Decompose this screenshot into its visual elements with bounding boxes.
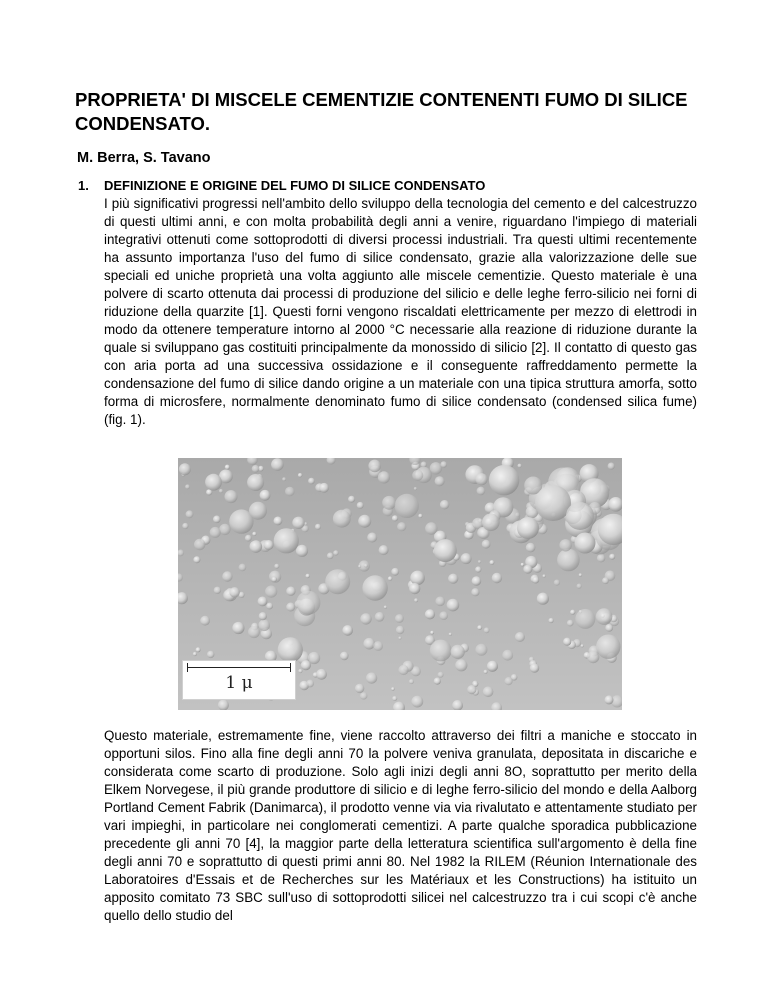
scale-bar-label: 1 μ <box>225 673 253 693</box>
document-title: PROPRIETA' DI MISCELE CEMENTIZIE CONTENENTI FUMO DI SILICE CONDENSATO. <box>75 89 688 134</box>
paragraph-1: I più significativi progressi nell'ambito dello sviluppo della tecnologia del cemento e del calcestruzzo di questi ultimi anni, e con molta probabilità degli anni a venire, riguardano l'impiego di materiali integrativi ottenuti come sottoprodotti di diversi processi industriali. Tra questi ultimi recentemente ha assunto importanza l'uso del fumo di silice condensato, grazie alla valorizzazione delle sue speciali ed uniche proprietà una volta aggiunto alle miscele cementizie. Questo materiale è una polvere di scarto ottenuta dai processi di produzione del silicio e delle leghe ferro-silicio nei forni di riduzione della quarzite [1]. Questi forni vengono riscaldati elettricamente per mezzo di elettrodi in modo da ottenere temperature intorno al 2000 °C necessarie alla reazione di riduzione durante la quale si sviluppano gas costituiti principalmente da monossido di silicio [2]. Il contatto di questo gas con aria porta ad una successiva ossidazione e il conseguente raffreddamento permette la condensazione del fumo di silice dando origine a un materiale con una tipica struttura amorfa, sotto forma di microsfere, normalmente denominato fumo di silice condensato (condensed silica fume) (fig. 1). <box>104 196 697 427</box>
sem-micrograph-figure <box>178 458 622 710</box>
document-authors: M. Berra, S. Tavano <box>77 150 211 166</box>
paragraph-2: Questo materiale, estremamente fine, viene raccolto attraverso dei filtri a maniche e stoccato in opportuni silos. Fino alla fine degli anni 70 la polvere veniva granulata, depositata in discariche e considerata come scarto di produzione. Solo agli inizi degli anni 8O, soprattutto per merito della Elkem Norvegese, il più grande produttore di silicio e di leghe ferro-silicio del mondo e della Aalborg Portland Cement Fabrik (Danimarca), il prodotto venne via via rivalutato e attentamente studiato per vari impieghi, in particolare nei conglomerati cementizi. A parte qualche sporadica pubblicazione precedente gli anni 70 [4], la maggior parte della letteratura scientifica sull'argomento è della fine degli anni 70 e soprattutto di questi primi anni 80. Nel 1982 la RILEM (Réunion Internationale des Laboratoires d'Essais et de Recherches sur les Matériaux et les Constructions) ha istituito un apposito comitato 73 SBC sull'uso di sottoprodotti silicei nel calcestruzzo tra i cui scopi c'è anche quello dello studio del <box>104 728 697 923</box>
section-heading <box>78 177 698 194</box>
scale-bar <box>182 660 296 700</box>
section-title: DEFINIZIONE E ORIGINE DEL FUMO DI SILICE CONDENSATO <box>104 178 486 193</box>
section-number: 1. <box>78 178 89 193</box>
